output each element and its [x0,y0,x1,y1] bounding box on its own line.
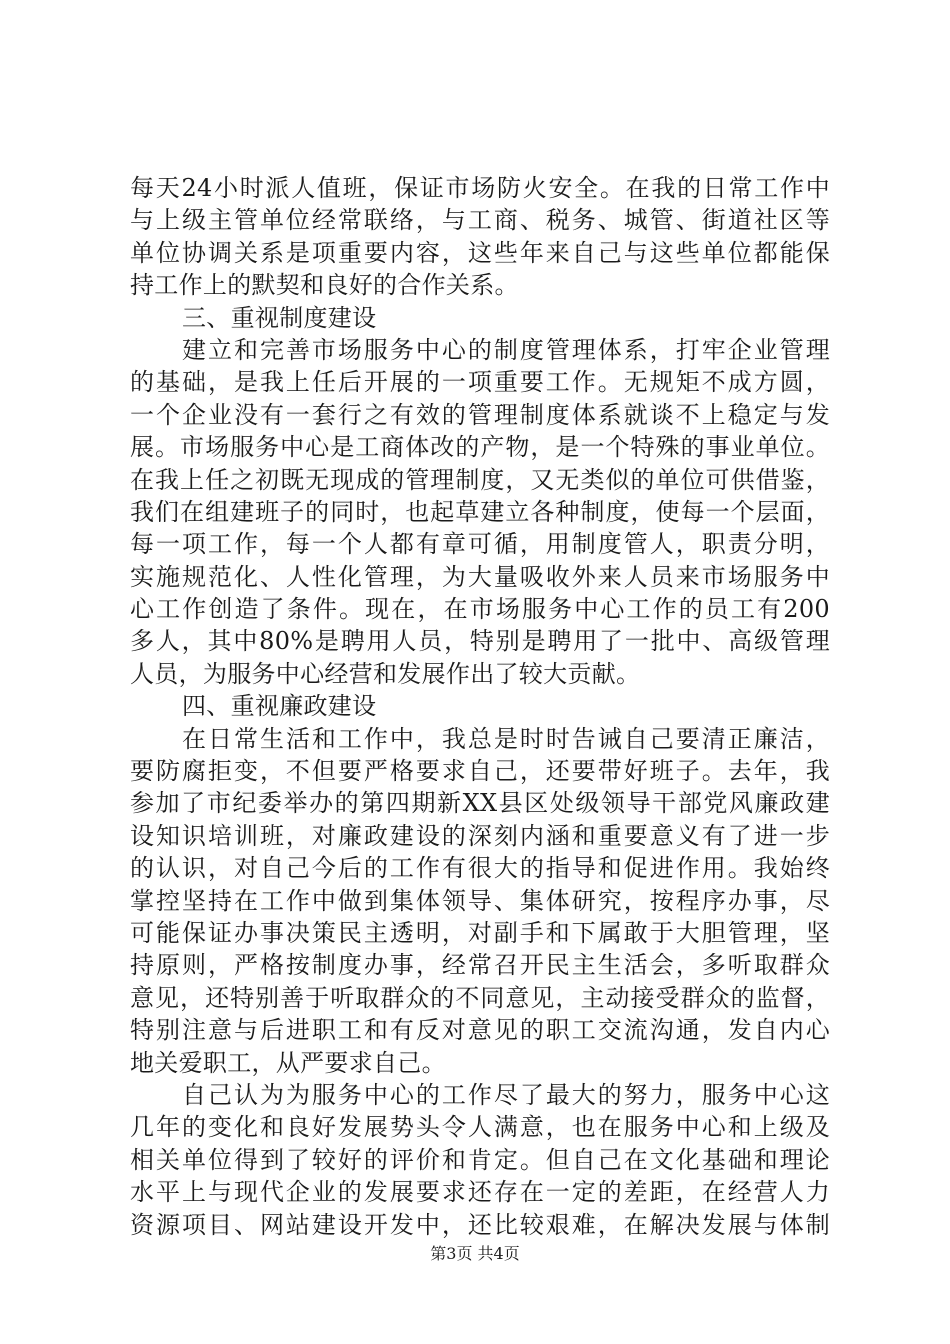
text-line: 水平上与现代企业的发展要求还存在一定的差距，在经营人力 [130,1178,830,1207]
text-line: 每一项工作，每一个人都有章可循，用制度管人，职责分明， [130,530,830,559]
text-line: 单位协调关系是项重要内容，这些年来自己与这些单位都能保 [130,238,830,267]
text-line: 要防腐拒变，不但要严格要求自己，还要带好班子。去年，我 [130,757,830,786]
text-line: 一个企业没有一套行之有效的管理制度体系就谈不上稳定与发 [130,400,830,429]
text-line: 相关单位得到了较好的评价和肯定。但自己在文化基础和理论 [130,1145,830,1174]
text-line: 建立和完善市场服务中心的制度管理体系，打牢企业管理 [182,335,830,364]
text-line: 意见，还特别善于听取群众的不同意见，主动接受群众的监督， [130,983,830,1012]
text-line: 心工作创造了条件。现在，在市场服务中心工作的员工有200 [130,595,830,624]
section-heading: 四、重视廉政建设 [182,692,377,721]
text-line: 实施规范化、人性化管理，为大量吸收外来人员来市场服务中 [130,562,830,591]
text-line: 几年的变化和良好发展势头令人满意，也在服务中心和上级及 [130,1113,830,1142]
text-line: 在我上任之初既无现成的管理制度，又无类似的单位可供借鉴， [130,465,830,494]
text-line: 设知识培训班，对廉政建设的深刻内涵和重要意义有了进一步 [130,821,830,850]
text-line: 持原则，严格按制度办事，经常召开民主生活会，多听取群众 [130,951,830,980]
text-line: 的认识，对自己今后的工作有很大的指导和促进作用。我始终 [130,854,830,883]
text-line: 地关爱职工，从严要求自己。 [130,1048,446,1077]
text-line: 与上级主管单位经常联络，与工商、税务、城管、街道社区等 [130,206,830,235]
text-line: 可能保证办事决策民主透明，对副手和下属敢于大胆管理，坚 [130,918,830,947]
text-line: 自己认为为服务中心的工作尽了最大的努力，服务中心这 [182,1080,830,1109]
text-line: 多人，其中80%是聘用人员，特别是聘用了一批中、高级管理 [130,627,830,656]
text-line: 持工作上的默契和良好的合作关系。 [130,271,519,300]
text-line: 掌控坚持在工作中做到集体领导、集体研究，按程序办事，尽 [130,886,830,915]
text-line: 展。市场服务中心是工商体改的产物，是一个特殊的事业单位。 [130,433,830,462]
text-line: 在日常生活和工作中，我总是时时告诫自己要清正廉洁， [182,724,830,753]
page-number-footer: 第3页 共4页 [430,1244,520,1263]
text-line: 人员，为服务中心经营和发展作出了较大贡献。 [130,659,641,688]
text-line: 特别注意与后进职工和有反对意见的职工交流沟通，发自内心 [130,1016,830,1045]
body-text [130,172,830,1241]
text-line: 每天24小时派人值班，保证市场防火安全。在我的日常工作中 [130,174,830,202]
section-heading: 三、重视制度建设 [182,303,377,332]
text-line: 资源项目、网站建设开发中，还比较艰难，在解决发展与体制 [130,1210,830,1239]
text-line: 的基础，是我上任后开展的一项重要工作。无规矩不成方圆， [130,368,830,397]
text-line: 我们在组建班子的同时，也起草建立各种制度，使每一个层面， [130,497,830,526]
text-line: 参加了市纪委举办的第四期新XX县区处级领导干部党风廉政建 [130,789,830,818]
